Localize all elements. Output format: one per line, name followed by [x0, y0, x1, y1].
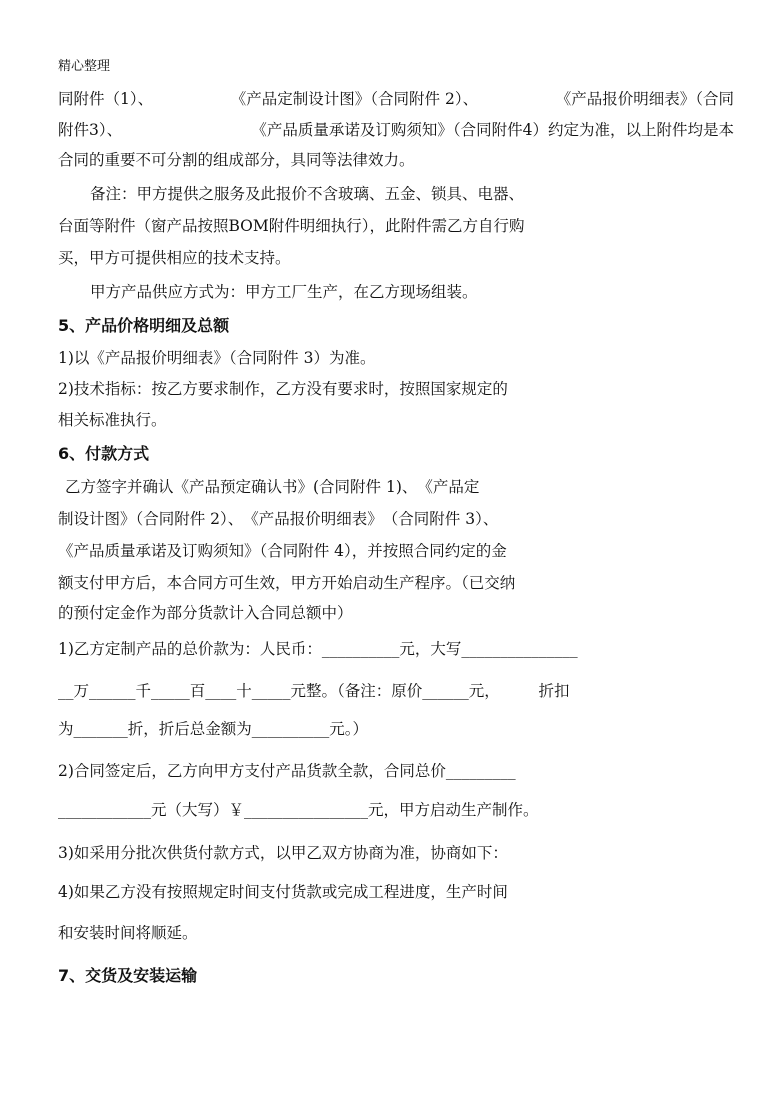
- list-item: ____________元（大写）￥________________元，甲方启动生产制作。: [58, 801, 539, 819]
- paragraph-line: 额支付甲方后，本合同方可生效，甲方开始启动生产程序。（已交纳: [58, 574, 516, 592]
- list-item: 3)如采用分批次供货付款方式，以甲乙双方协商为准，协商如下：: [58, 844, 508, 862]
- list-item: 相关标准执行。: [58, 411, 167, 429]
- list-item: 1)以《产品报价明细表》（合同附件 3）为准。: [58, 349, 376, 367]
- paragraph-line: [58, 89, 734, 109]
- list-item: 2)技术指标：按乙方要求制作，乙方没有要求时，按照国家规定的: [58, 380, 508, 398]
- list-item: 4)如果乙方没有按照规定时间支付货款或完成工程进度，生产时间: [58, 883, 508, 901]
- note-line: 买，甲方可提供相应的技术支持。: [58, 249, 291, 267]
- paragraph-line: 《产品质量承诺及订购须知》（合同附件 4），并按照合同约定的金: [58, 542, 507, 560]
- text-segment: 同附件（1）、: [58, 90, 154, 108]
- section-5-title: 5、产品价格明细及总额: [58, 316, 230, 335]
- paragraph-line: [58, 120, 734, 140]
- note-line: 备注：甲方提供之服务及此报价不含玻璃、五金、锁具、电器、: [90, 185, 525, 203]
- text-segment: 《产品质量承诺及订购须知》（合同附件4）约定为准，以上附件均是本: [251, 121, 734, 139]
- paragraph-line: 乙方签字并确认《产品预定确认书》(合同附件 1)、 《产品定: [65, 478, 480, 496]
- paragraph-line: 制设计图》（合同附件 2）、 《产品报价明细表》 （合同附件 3）、: [58, 510, 499, 528]
- list-item: 2)合同签定后，乙方向甲方支付产品货款全款，合同总价_________: [58, 762, 516, 780]
- list-item: 和安装时间将顺延。: [58, 924, 198, 942]
- section-6-title: 6、付款方式: [58, 444, 150, 463]
- note-line: 台面等附件（窗产品按照BOM附件明细执行），此附件需乙方自行购: [58, 217, 525, 235]
- paragraph-line: 的预付定金作为部分货款计入合同总额中）: [58, 604, 353, 622]
- paragraph-line: 合同的重要不可分割的组成部分，具同等法律效力。: [58, 151, 415, 169]
- list-item: __万______千_____百____十_____元整。（备注：原价______元， 折扣: [58, 682, 570, 700]
- section-7-title: 7、交货及安装运输: [58, 966, 198, 985]
- text-segment: 《产品报价明细表》（合同: [555, 90, 734, 108]
- supply-line: 甲方产品供应方式为：甲方工厂生产，在乙方现场组装。: [90, 283, 478, 301]
- text-segment: 《产品定制设计图》（合同附件 2）、: [230, 90, 479, 108]
- text-segment: 附件3）、: [58, 121, 123, 139]
- list-item: 为_______折，折后总金额为__________元。）: [58, 720, 369, 738]
- list-item: 1)乙方定制产品的总价款为：人民币：__________元，大写_______________: [58, 640, 578, 658]
- page-header: 精心整理: [58, 59, 111, 74]
